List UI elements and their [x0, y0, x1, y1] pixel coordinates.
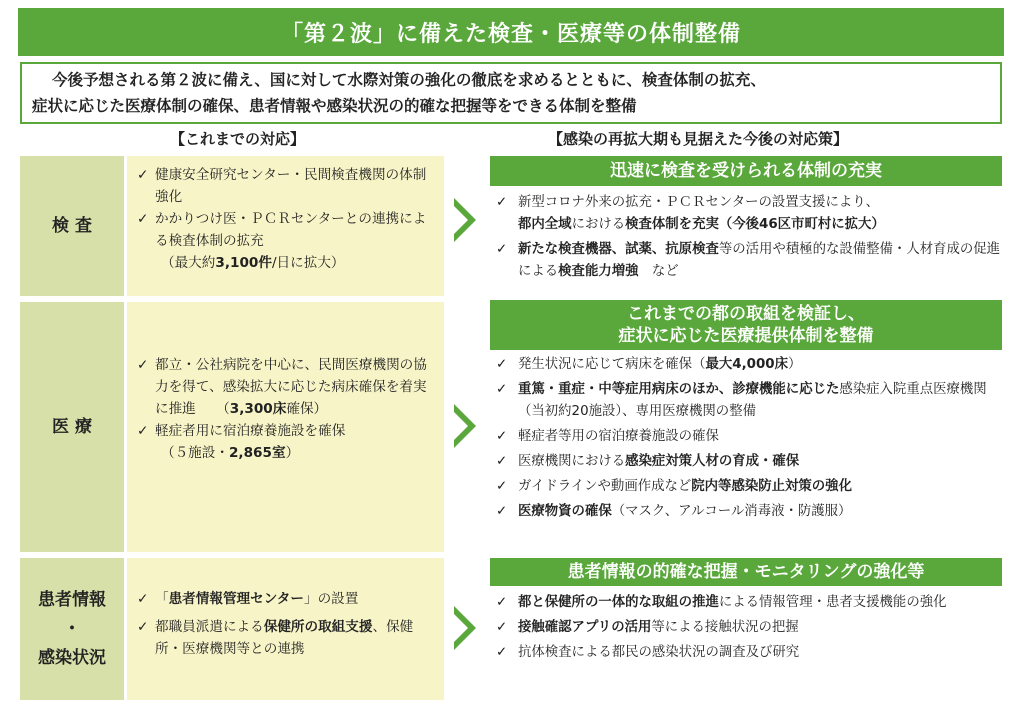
list-item-text: 軽症者等用の宿泊療養施設の確保 — [518, 429, 719, 444]
kanja-label-line-1: 患者情報 — [38, 589, 106, 610]
list-item — [496, 192, 1002, 236]
list-item-text: 都と保健所の一体的な取組の推進による情報管理・患者支援機能の強化 — [518, 595, 947, 610]
check-icon: ✓ — [137, 167, 149, 183]
check-icon: ✓ — [496, 645, 508, 660]
list-item-text: かかりつけ医・ＰＣＲセンターとの連携による検査体制の拡充 — [155, 211, 427, 249]
list-item-text: ガイドラインや動画作成など院内等感染防止対策の強化 — [518, 479, 852, 494]
check-icon: ✓ — [496, 242, 508, 257]
list-note: （最大約3,100件/日に拡大） — [161, 255, 345, 271]
list-item-text: 都職員派遣による保健所の取組支援、保健所・医療機関等との連携 — [155, 619, 414, 657]
iryo-current-measures — [127, 302, 444, 552]
summary-line-1: 今後予想される第２波に備え、国に対して水際対策の強化の徹底を求めるとともに、検査体制の拡充、 — [52, 71, 766, 89]
kanja-current-measures — [127, 558, 444, 700]
iryo-label — [20, 302, 124, 552]
kanja-future-header: 患者情報の的確な把握・モニタリングの強化等 — [490, 558, 1002, 586]
list-item-text: 発生状況に応じて病床を確保（最大4,000床） — [518, 357, 802, 372]
list-item — [496, 354, 1002, 376]
list-item — [496, 451, 1002, 473]
list-item-text: 抗体検査による都民の感染状況の調査及び研究 — [518, 645, 800, 660]
list-item — [137, 354, 436, 420]
kensa-current-measures — [127, 156, 444, 296]
kanja-label — [20, 558, 124, 700]
iryo-future-header: これまでの都の取組を検証し、 症状に応じた医療提供体制を整備 — [490, 300, 1002, 350]
list-item — [496, 476, 1002, 498]
list-item-text: 「患者情報管理センター」の設置 — [155, 591, 359, 607]
check-icon: ✓ — [496, 595, 508, 610]
check-icon: ✓ — [496, 357, 508, 372]
list-item — [137, 616, 436, 660]
list-item-text: 新型コロナ外来の拡充・ＰＣＲセンターの設置支援により、 都内全域における検査体制を充実（今後46区市町村に拡大） — [518, 195, 885, 232]
check-icon: ✓ — [137, 357, 149, 373]
list-item-text: 医療機関における感染症対策人材の育成・確保 — [518, 454, 800, 469]
check-icon: ✓ — [137, 211, 149, 227]
check-icon: ✓ — [496, 479, 508, 494]
kensa-label-text: 検 査 — [52, 215, 92, 236]
check-icon: ✓ — [496, 429, 508, 444]
arrow-right-icon — [454, 198, 476, 242]
iryo-future-list — [490, 354, 1002, 526]
iryo-label-text: 医 療 — [52, 416, 92, 437]
left-column-header: 【これまでの対応】 — [170, 130, 306, 148]
list-item-text: 健康安全研究センター・民間検査機関の体制強化 — [155, 167, 427, 205]
kensa-future-header: 迅速に検査を受けられる体制の充実 — [490, 156, 1002, 186]
list-item-text: 重篤・重症・中等症用病床のほか、診療機能に応じた感染症入院重点医療機関（当初約20施設）、専用医療機関の整備 — [518, 382, 987, 419]
check-icon: ✓ — [137, 619, 149, 635]
list-item — [137, 208, 436, 252]
summary-line-2: 症状に応じた医療体制の確保、患者情報や感染状況の的確な把握等をできる体制を整備 — [32, 97, 637, 115]
list-item — [496, 379, 1002, 423]
list-item — [137, 420, 436, 442]
kanja-label-line-3: 感染状況 — [38, 647, 106, 668]
list-item-text: 医療物資の確保（マスク、アルコール消毒液・防護服） — [518, 504, 852, 519]
list-note: （５施設・2,865室） — [161, 445, 300, 461]
right-column-header: 【感染の再拡大期も見据えた今後の対応策】 — [548, 130, 849, 148]
kensa-future-list — [490, 192, 1002, 286]
check-icon: ✓ — [496, 382, 508, 397]
kanja-future-list — [490, 592, 1002, 667]
summary-box — [20, 62, 1002, 124]
list-item-text: 接触確認アプリの活用等による接触状況の把握 — [518, 620, 799, 635]
list-item — [496, 592, 1002, 614]
page-title: 「第２波」に備えた検査・医療等の体制整備 — [18, 8, 1004, 56]
arrow-right-icon — [454, 606, 476, 650]
list-item — [496, 501, 1002, 523]
list-item — [496, 239, 1002, 283]
list-item-text: 軽症者用に宿泊療養施設を確保 — [155, 423, 346, 439]
list-item — [496, 642, 1002, 664]
arrow-right-icon — [454, 404, 476, 448]
list-item-text: 都立・公社病院を中心に、民間医療機関の協力を得て、感染拡大に応じた病床確保を着実に推進 （3,300床確保） — [155, 357, 427, 417]
list-item — [496, 617, 1002, 639]
kensa-label — [20, 156, 124, 296]
list-item — [137, 588, 436, 610]
kanja-label-line-2: ・ — [63, 618, 81, 639]
check-icon: ✓ — [496, 620, 508, 635]
check-icon: ✓ — [496, 454, 508, 469]
list-item-text: 新たな検査機器、試薬、抗原検査等の活用や積極的な設備整備・人材育成の促進による検査能力増強 など — [518, 242, 1001, 279]
check-icon: ✓ — [137, 591, 149, 607]
check-icon: ✓ — [496, 504, 508, 519]
check-icon: ✓ — [496, 195, 508, 210]
check-icon: ✓ — [137, 423, 149, 439]
list-item — [496, 426, 1002, 448]
list-item — [137, 164, 436, 208]
